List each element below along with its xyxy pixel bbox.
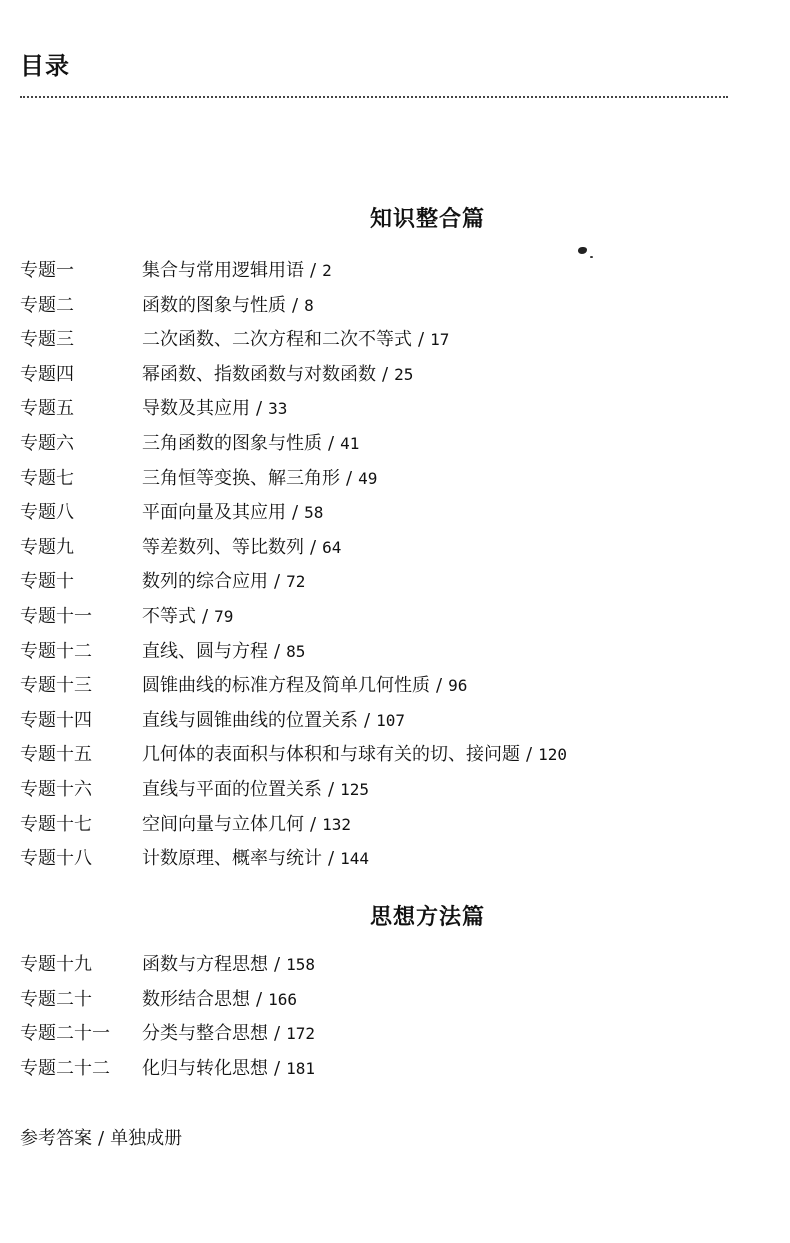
- separator: /: [328, 778, 335, 800]
- page-title: 目录: [20, 52, 70, 80]
- toc-entry-label: 专题十九: [20, 954, 92, 975]
- toc-entry-label: 专题十三: [20, 675, 92, 697]
- separator: /: [328, 432, 335, 454]
- toc-list-methods: [20, 948, 315, 1086]
- separator: /: [436, 675, 443, 697]
- toc-entry-title: 数形结合思想: [142, 988, 250, 1010]
- toc-entry: [20, 600, 567, 635]
- toc-entry-title: 空间向量与立体几何: [142, 813, 304, 835]
- toc-entry-label: 专题二: [20, 294, 74, 316]
- separator: /: [292, 294, 299, 316]
- toc-entry-title: 集合与常用逻辑用语: [142, 260, 304, 281]
- toc-entry-page: 2: [322, 261, 332, 280]
- toc-entry-label: 专题一: [20, 260, 74, 281]
- separator: /: [98, 1128, 105, 1149]
- toc-entry-page: 181: [286, 1058, 315, 1078]
- separator: /: [256, 988, 263, 1010]
- toc-entry-page: 158: [286, 955, 315, 974]
- separator: /: [292, 502, 299, 524]
- toc-entry: [20, 496, 567, 531]
- toc-entry: [20, 254, 567, 289]
- toc-entry-label: 专题七: [20, 467, 74, 489]
- toc-entry-label: 专题十二: [20, 640, 92, 662]
- toc-entry-page: 132: [322, 814, 351, 834]
- separator: /: [346, 467, 353, 489]
- toc-entry-label: 专题二十一: [20, 1023, 110, 1045]
- toc-entry-title: 函数与方程思想: [142, 954, 268, 975]
- toc-entry: [20, 983, 315, 1018]
- toc-entry: [20, 635, 567, 670]
- toc-entry-label: 专题十四: [20, 709, 92, 731]
- toc-entry: [20, 738, 567, 773]
- separator: /: [274, 571, 281, 593]
- toc-entry-title: 函数的图象与性质: [142, 294, 286, 316]
- toc-entry-page: 64: [322, 537, 342, 557]
- toc-entry-label: 专题四: [20, 363, 74, 385]
- toc-entry-label: 专题六: [20, 432, 74, 454]
- toc-entry: [20, 565, 567, 600]
- toc-entry: [20, 808, 567, 843]
- toc-entry: [20, 948, 315, 983]
- toc-entry-label: 专题十: [20, 571, 74, 593]
- toc-entry-page: 8: [304, 295, 314, 315]
- toc-entry-title: 幂函数、指数函数与对数函数: [142, 363, 376, 385]
- toc-entry-page: 144: [340, 849, 369, 869]
- ink-smudge: [578, 247, 587, 254]
- toc-entry-title: 二次函数、二次方程和二次不等式: [142, 329, 412, 351]
- toc-entry: [20, 669, 567, 704]
- ink-smudge-dot: [590, 256, 593, 258]
- toc-entry-label: 专题五: [20, 398, 74, 420]
- toc-entry-title: 化归与转化思想: [142, 1057, 268, 1079]
- toc-entry-page: 107: [376, 710, 405, 730]
- separator: /: [202, 605, 209, 627]
- answer-key-entry: [20, 1122, 182, 1156]
- toc-entry-label: 专题十六: [20, 778, 92, 800]
- toc-entry-title: 分类与整合思想: [142, 1023, 268, 1045]
- separator: /: [274, 1057, 281, 1079]
- separator: /: [382, 363, 389, 385]
- separator: /: [310, 813, 317, 835]
- toc-entry-title: 等差数列、等比数列: [142, 536, 304, 558]
- toc-entry-label: 专题八: [20, 502, 74, 524]
- toc-entry: [20, 773, 567, 808]
- toc-entry-page: 172: [286, 1024, 315, 1044]
- toc-entry-page: 17: [430, 330, 450, 350]
- toc-entry: [20, 427, 567, 462]
- toc-entry-title: 直线与圆锥曲线的位置关系: [142, 709, 358, 731]
- toc-entry-page: 120: [538, 745, 567, 765]
- separator: /: [274, 954, 281, 975]
- toc-entry-page: 96: [448, 676, 468, 696]
- toc-entry: [20, 289, 567, 324]
- separator: /: [328, 848, 335, 870]
- toc-entry: [20, 323, 567, 358]
- separator: /: [526, 744, 533, 766]
- toc-entry-title: 圆锥曲线的标准方程及简单几何性质: [142, 675, 430, 697]
- toc-entry-title: 计数原理、概率与统计: [142, 848, 322, 870]
- toc-entry-label: 专题三: [20, 329, 74, 351]
- separator: /: [274, 1023, 281, 1045]
- toc-entry: [20, 704, 567, 739]
- toc-entry-page: 33: [268, 399, 288, 419]
- toc-entry: [20, 462, 567, 497]
- separator: /: [418, 329, 425, 351]
- toc-entry-title: 直线、圆与方程: [142, 640, 268, 662]
- separator: /: [256, 398, 263, 420]
- toc-list-knowledge: [20, 254, 567, 877]
- toc-entry-page: 25: [394, 364, 414, 384]
- toc-entry-label: 专题二十: [20, 988, 92, 1010]
- toc-entry: [20, 392, 567, 427]
- toc-entry: [20, 1052, 315, 1087]
- separator: /: [364, 709, 371, 731]
- toc-entry-title: 三角函数的图象与性质: [142, 432, 322, 454]
- toc-entry-label: 专题二十二: [20, 1057, 110, 1079]
- toc-entry: [20, 1017, 315, 1052]
- toc-entry-page: 72: [286, 572, 306, 592]
- toc-entry-title: 直线与平面的位置关系: [142, 778, 322, 800]
- separator: /: [310, 536, 317, 558]
- toc-entry-page: 79: [214, 606, 234, 626]
- toc-entry-title: 平面向量及其应用: [142, 502, 286, 524]
- toc-entry-label: 专题九: [20, 536, 74, 558]
- toc-entry-label: 专题十七: [20, 813, 92, 835]
- title-divider: [20, 96, 728, 98]
- answer-key-note: 单独成册: [110, 1128, 183, 1149]
- toc-entry-title: 三角恒等变换、解三角形: [142, 467, 340, 489]
- toc-entry-label: 专题十一: [20, 605, 92, 627]
- section-heading-methods: 思想方法篇: [370, 904, 486, 930]
- toc-entry-title: 几何体的表面积与体积和与球有关的切、接问题: [142, 744, 520, 766]
- toc-entry: [20, 358, 567, 393]
- toc-entry-title: 不等式: [142, 605, 196, 627]
- toc-entry-label: 专题十八: [20, 848, 92, 870]
- toc-entry-page: 166: [268, 989, 297, 1009]
- toc-entry-page: 49: [358, 468, 378, 488]
- toc-entry-title: 导数及其应用: [142, 398, 250, 420]
- answer-key-label: 参考答案: [20, 1128, 92, 1149]
- toc-entry: [20, 842, 567, 877]
- separator: /: [274, 640, 281, 662]
- toc-entry-page: 125: [340, 779, 369, 799]
- section-heading-knowledge: 知识整合篇: [370, 206, 486, 232]
- separator: /: [310, 260, 317, 281]
- toc-entry-label: 专题十五: [20, 744, 92, 766]
- toc-entry-page: 58: [304, 503, 324, 523]
- toc-entry-title: 数列的综合应用: [142, 571, 268, 593]
- toc-entry-page: 85: [286, 641, 306, 661]
- toc-entry-page: 41: [340, 433, 360, 453]
- toc-entry: [20, 531, 567, 566]
